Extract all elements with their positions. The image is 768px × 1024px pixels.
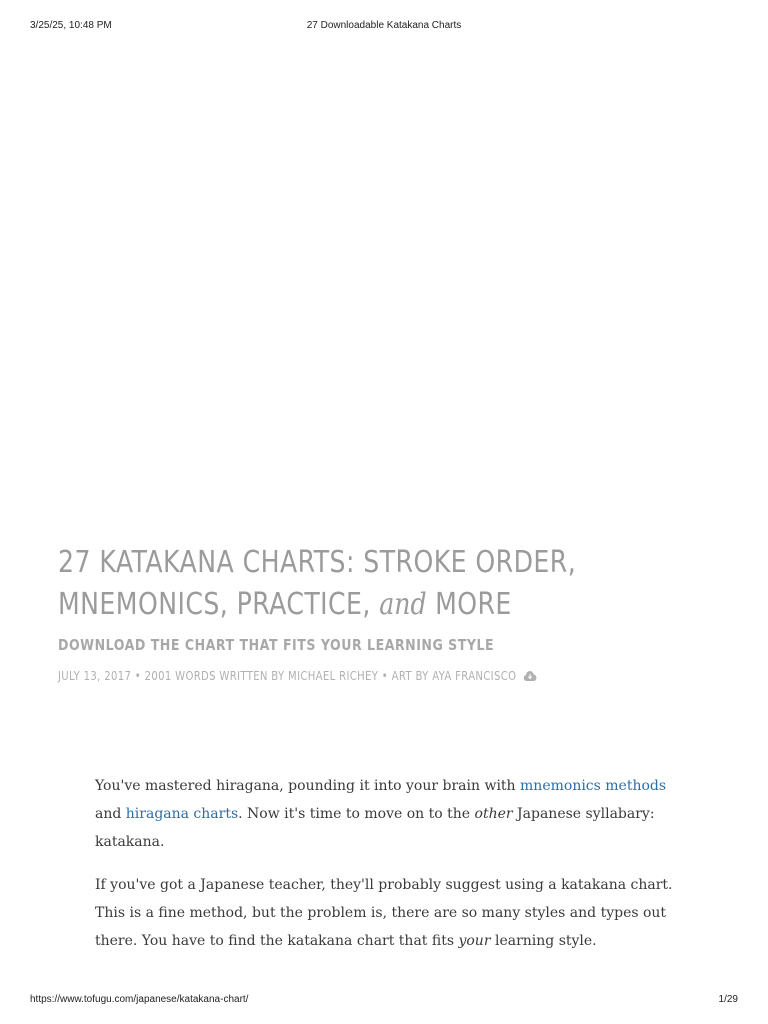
title-line-2-start: MNEMONICS, PRACTICE, (58, 587, 380, 622)
page-number: 1/29 (718, 994, 738, 1005)
article-meta (58, 669, 537, 685)
title-line-1: 27 KATAKANA CHARTS: STROKE ORDER, (58, 545, 577, 580)
p1-text-mid2: . Now it's time to move on to the (238, 806, 475, 822)
p2-text-start: If you've got a Japanese teacher, they'll probably suggest using a katakana chart. This is a fine method, but the problem is, there are so many styles and types out there. You have to find the katakana chart that fits (95, 877, 673, 949)
mnemonics-methods-link[interactable]: mnemonics methods (520, 778, 667, 794)
p1-emphasis: other (474, 806, 513, 822)
hiragana-charts-link[interactable]: hiragana charts (125, 806, 239, 822)
meta-text: JULY 13, 2017 • 2001 WORDS WRITTEN BY MICHAEL RICHEY • ART BY AYA FRANCISCO (58, 669, 517, 683)
article-body (95, 772, 680, 970)
cloud-download-icon[interactable] (523, 670, 536, 685)
p1-text-end: Japanese syllabary: katakana. (95, 806, 655, 850)
page-subtitle: DOWNLOAD THE CHART THAT FITS YOUR LEARNING STYLE (58, 636, 495, 654)
print-title: 27 Downloadable Katakana Charts (306, 20, 462, 31)
paragraph-2 (95, 871, 680, 955)
title-and: and (379, 587, 427, 622)
p2-emphasis: your (458, 933, 491, 949)
page-title (58, 542, 629, 626)
title-line-2-end: MORE (426, 587, 512, 622)
print-header (0, 14, 768, 30)
print-date: 3/25/25, 10:48 PM (30, 20, 112, 31)
print-url: https://www.tofugu.com/japanese/katakana-chart/ (30, 994, 249, 1005)
paragraph-1 (95, 772, 680, 856)
p2-text-end: learning style. (490, 933, 597, 949)
p1-text-mid1: and (95, 806, 126, 822)
article-hero (58, 542, 738, 683)
p1-text-start: You've mastered hiragana, pounding it into your brain with (95, 778, 521, 794)
